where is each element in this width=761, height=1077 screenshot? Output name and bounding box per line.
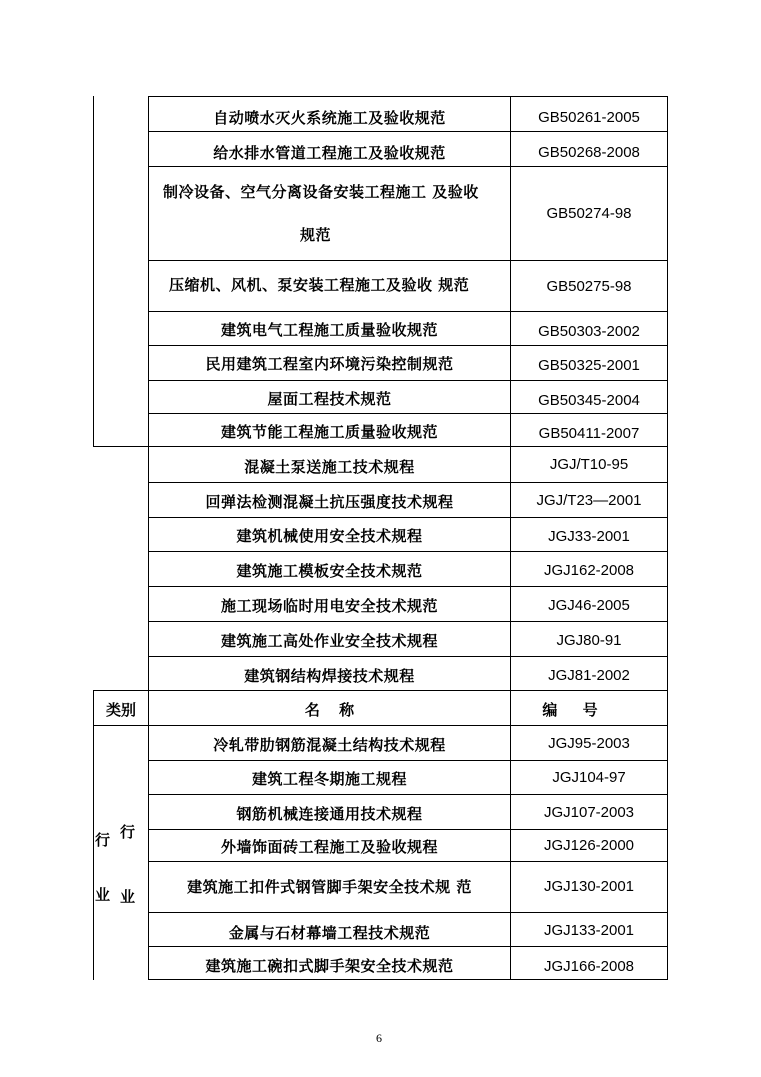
table-row-code: JGJ81-2002 [548,666,630,684]
row-divider [148,482,668,483]
table-row-code: JGJ/T23—2001 [536,491,642,509]
table-row-name: 建筑施工模板安全技术规范 [236,561,423,580]
row-divider [148,586,668,587]
table-row-name: 民用建筑工程室内环境污染控制规范 [205,354,454,373]
row-divider [148,656,668,657]
header-code: 编 号 [542,700,598,719]
table-row-name: 回弹法检测混凝土抗压强度技术规程 [205,492,454,511]
row-divider [148,96,668,97]
table-row-name: 钢筋机械连接通用技术规程 [236,804,423,823]
header-category: 类别 [105,700,136,719]
page-number: 6 [376,1031,382,1045]
table-row-name: 建筑节能工程施工质量验收规范 [220,422,438,441]
table-row-name: 外墙饰面砖工程施工及验收规程 [220,837,438,856]
table-row-code: JGJ130-2001 [543,877,635,895]
category-label: 行 [120,823,136,841]
table-row-code: JGJ162-2008 [543,561,635,579]
table-row-name: 金属与石材幕墙工程技术规范 [228,923,431,942]
table-row-name: 混凝土泵送施工技术规程 [244,457,415,476]
table-row-code: JGJ104-97 [552,768,626,786]
table-row-name: 给水排水管道工程施工及验收规范 [213,143,446,162]
header-bottom [93,725,668,726]
table-row-code: GB50325-2001 [538,356,640,374]
table-row-code: JGJ95-2003 [548,734,630,752]
table-row-name: 压缩机、风机、泵安装工程施工及验收 规范 [169,276,470,294]
table-row-code: GB50268-2008 [538,143,640,161]
table-row-name: 建筑钢结构焊接技术规程 [244,666,415,685]
row-divider [148,912,668,913]
table-row-code: JGJ133-2001 [543,921,635,939]
table-row-name: 施工现场临时用电安全技术规范 [220,596,438,615]
table-row-name: 冷轧带肋钢筋混凝土结构技术规程 [213,735,446,754]
row-divider [148,621,668,622]
table-border-left-upper [93,96,94,446]
category-label: 行 [95,831,111,849]
header-name: 名 称 [304,700,355,719]
table-row-name: 建筑施工高处作业安全技术规程 [220,631,438,650]
table-row-code: JGJ107-2003 [543,803,635,821]
table-row-code: JGJ166-2008 [543,957,635,975]
table-row-name: 建筑电气工程施工质量验收规范 [220,320,438,339]
table-border-left-lower [93,725,94,980]
table-row-name: 建筑施工扣件式钢管脚手架安全技术规 范 [187,877,472,896]
row-divider [148,311,668,312]
table-row-name: 自动喷水灭火系统施工及验收规范 [213,108,446,127]
category-label: 业 [120,888,136,906]
table-row-code: GB50274-98 [546,204,632,222]
table-row-code: GB50275-98 [546,277,632,295]
table-border-right [667,96,668,980]
row-divider [148,794,668,795]
table-row-code: GB50345-2004 [538,391,640,409]
table-row-code: JGJ126-2000 [543,836,635,854]
table-row-code: JGJ/T10-95 [549,455,629,473]
row-divider [148,260,668,261]
table-row-name-line2: 规范 [300,226,332,244]
table-row-code: JGJ33-2001 [548,527,630,545]
table-row-code: GB50303-2002 [538,322,640,340]
table-row-code: JGJ46-2005 [548,596,630,614]
table-row-name: 建筑机械使用安全技术规程 [236,526,423,545]
row-divider [148,517,668,518]
table-row-code: GB50411-2007 [538,424,640,442]
table-row-name: 屋面工程技术规范 [267,389,392,408]
table-row-name: 建筑工程冬期施工规程 [251,769,407,788]
table-row-name: 建筑施工碗扣式脚手架安全技术规范 [205,956,454,975]
table-row-code: JGJ80-91 [556,631,622,649]
table-row-code: GB50261-2005 [538,108,640,126]
table-row-name-line1: 制冷设备、空气分离设备安装工程施工 及验收 [163,183,479,201]
category-label: 业 [95,886,111,904]
